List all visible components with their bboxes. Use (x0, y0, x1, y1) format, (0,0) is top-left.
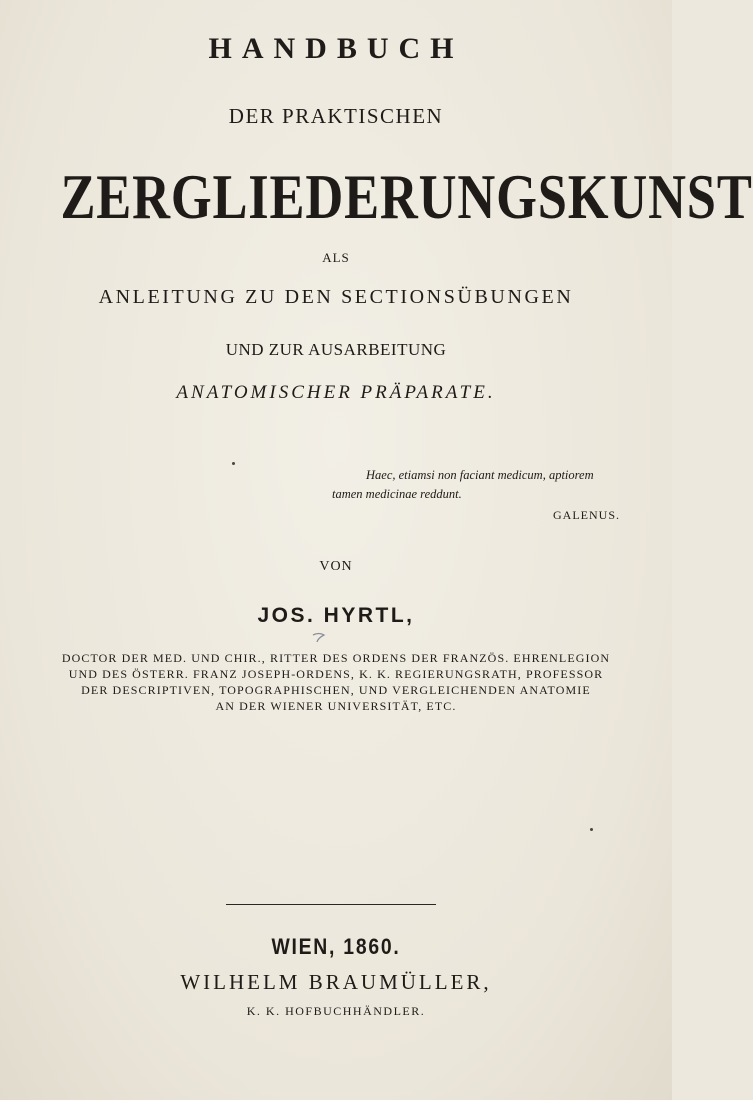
von-label: VON (319, 559, 353, 574)
ink-speck (232, 462, 235, 465)
author-name: JOS. HYRTL, (257, 604, 415, 627)
place-year: WIEN, 1860. (271, 934, 401, 959)
main-title: ZERGLIEDERUNGSKUNST (60, 161, 753, 232)
epigraph-line-2: tamen medicinae reddunt. (332, 487, 462, 501)
publisher-name: WILHELM BRAUMÜLLER, (180, 970, 492, 994)
credential-line: AN DER WIENER UNIVERSITÄT, ETC. (215, 699, 457, 713)
publisher-title: K. K. HOFBUCHHÄNDLER. (246, 1004, 426, 1018)
title-line-der-praktischen: DER PRAKTISCHEN (228, 104, 444, 128)
subtitle-line-2: UND ZUR AUSARBEITUNG (225, 340, 447, 359)
credential-line: UND DES ÖSTERR. FRANZ JOSEPH-ORDENS, K. K. REGIERUNGSRATH, PROFESSOR (68, 667, 604, 681)
credential-line: DOCTOR DER MED. UND CHIR., RITTER DES ORDENS DER FRANZÖS. EHRENLEGION (61, 651, 611, 665)
credential-line: DER DESCRIPTIVEN, TOPOGRAPHISCHEN, UND VERGLEICHENDEN ANATOMIE (81, 683, 591, 697)
pencil-mark-icon (312, 632, 326, 644)
divider-rule (226, 904, 436, 905)
author-credentials (30, 650, 642, 714)
subtitle-line-1: ANLEITUNG ZU DEN SECTIONSÜBUNGEN (98, 286, 574, 308)
title-line-handbuch: HANDBUCH (208, 32, 464, 65)
subtitle-als: ALS (322, 250, 350, 265)
epigraph-author: GALENUS. (553, 508, 620, 522)
ink-speck (590, 828, 593, 831)
epigraph (332, 466, 632, 525)
epigraph-line-1: Haec, etiamsi non faciant medicum, aptiorem (366, 468, 594, 482)
subtitle-line-3: ANATOMISCHER PRÄPARATE. (176, 382, 496, 403)
